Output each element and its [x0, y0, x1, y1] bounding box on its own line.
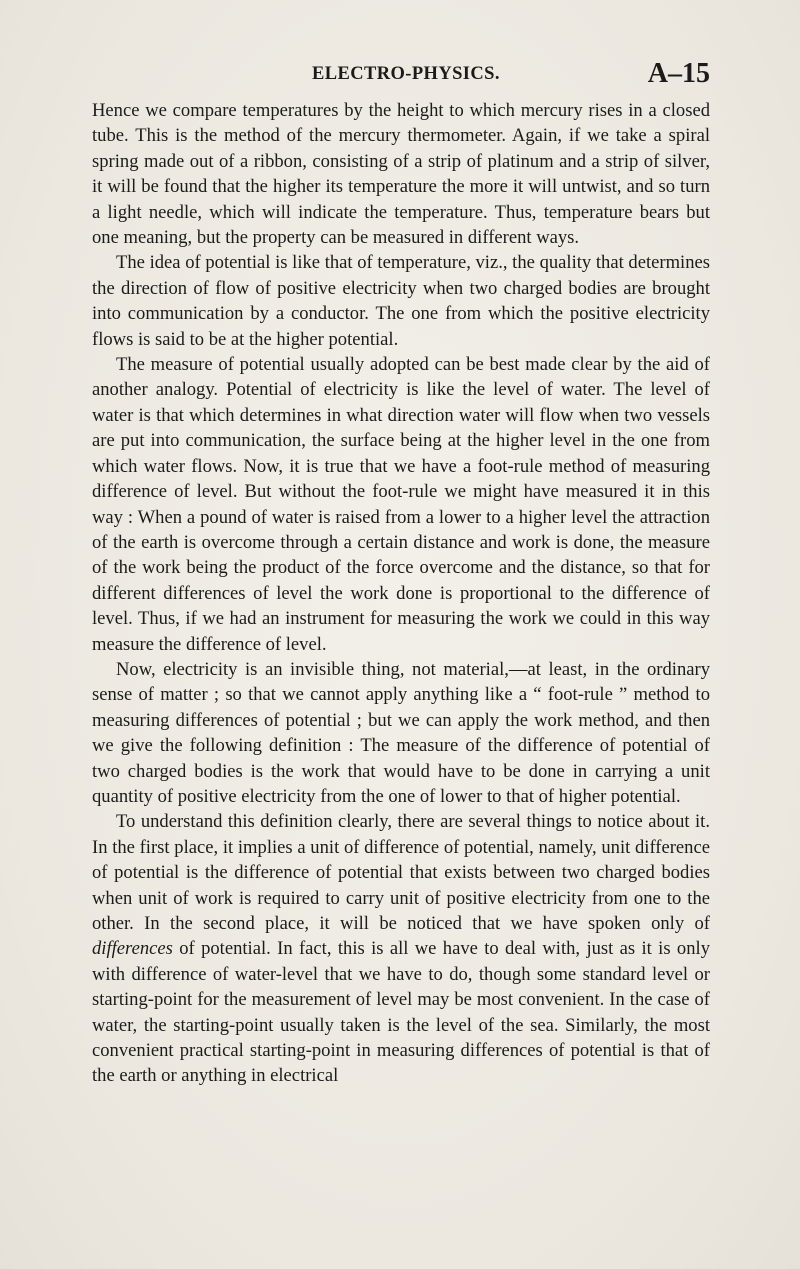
paragraph [92, 809, 710, 1088]
emphasized-word: differences [92, 938, 173, 960]
running-title: ELECTRO-PHYSICS. [312, 64, 500, 84]
page-number: A–15 [647, 58, 710, 89]
body-text [92, 98, 710, 1089]
running-head [92, 58, 710, 92]
paragraph: Now, electricity is an invisible thing, not material,—at least, in the ordinary sense of matter ; so that we cannot apply anything like a “ foot-rule ” method to measuring differences of potential ; but we can apply the work method, and then we give the following definition : The measure of the difference of potential of two charged bodies is the work that would have to be done in carrying a unit quantity of positive electricity from the one of lower to that of higher potential. [92, 658, 710, 807]
paragraph: The idea of potential is like that of temperature, viz., the quality that determines the direction of flow of positive electricity when two charged bodies are brought into communication by a conductor. The one from which the positive electricity flows is said to be at the higher potential. [92, 252, 710, 350]
paragraph-text: To understand this definition clearly, there are several things to notice about it. In the first place, it implies a unit of difference of potential, namely, unit difference of potential is the difference of potential that exists between two charged bodies when unit of work is required to carry unit of positive electricity from one to the other. In the second place, it will be noticed that we have spoken only of [92, 811, 710, 934]
paragraph-text: of potential. In fact, this is all we have to deal with, just as it is only with difference of water-level that we have to do, though some standard level or starting-point for the measurement of level may be most convenient. In the case of water, the starting-point usually taken is the level of the sea. Similarly, the most convenient practical starting-point in measuring differences of potential is that of the earth or anything in electrical [92, 938, 710, 1087]
paragraph: Hence we compare temperatures by the height to which mercury rises in a closed tube. This is the method of the mercury thermometer. Again, if we take a spiral spring made out of a ribbon, consisting of a strip of platinum and a strip of silver, it will be found that the higher its temperature the more it will untwist, and so turn a light needle, which will indicate the temperature. Thus, temperature bears but one meaning, but the property can be measured in different ways. [92, 100, 710, 249]
paragraph: The measure of potential usually adopted can be best made clear by the aid of another analogy. Potential of electricity is like the level of water. The level of water is that which determines in what direction water will flow when two vessels are put into communication, the surface being at the higher level in the one from which water flows. Now, it is true that we have a foot-rule method of measuring difference of level. But without the foot-rule we might have measured it in this way : When a pound of water is raised from a lower to a higher level the attraction of the earth is overcome through a certain distance and work is done, the measure of the work being the product of the force overcome and the distance, so that for different differences of level the work done is proportional to the difference of level. Thus, if we had an instrument for measuring the work we could in this way measure the difference of level. [92, 354, 710, 655]
